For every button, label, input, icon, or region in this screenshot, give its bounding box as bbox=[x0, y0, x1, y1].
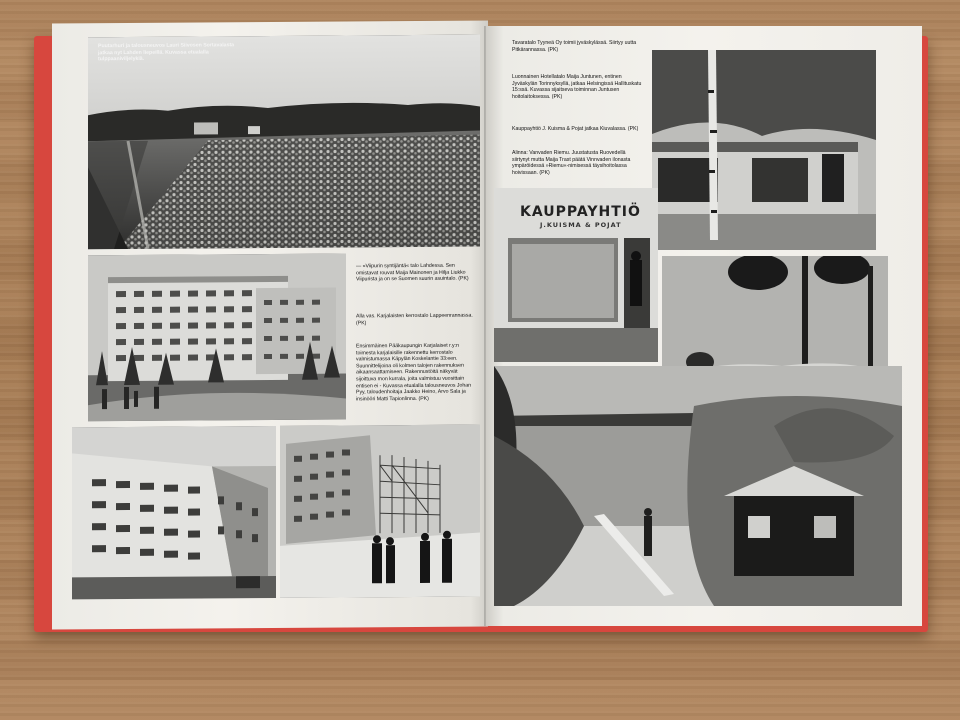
lappeenranta-building-photo bbox=[72, 426, 276, 599]
helsinki-construction-image bbox=[280, 425, 480, 598]
lappeenranta-caption: Alla vas. Karjalaisten kerrostalo Lappeenrannassa. (PK) bbox=[356, 312, 473, 326]
vipuri-house-caption: — »Viipurin syntijäntä« talo Lahdessa. Sen omistavat rouvat Maija Mainonen ja Hilja Liukko Viipurista ja on se Suomen suurin asuintalo. (PK) bbox=[356, 262, 469, 283]
apartment-building-image bbox=[88, 253, 346, 421]
tavaratalo-photo bbox=[652, 50, 876, 250]
storefront-birch-image bbox=[652, 50, 876, 250]
kauppayhtio-photo bbox=[494, 188, 658, 362]
tavaratalo-caption: Tavaratalo Tyyneä Oy toimii jyväskylässä. Siirtyy uutta Pitkärannassa. (PK) bbox=[512, 40, 637, 53]
helsinki-construction-photo bbox=[280, 425, 480, 598]
kauppayhtio-caption: Kauppayhtiö J. Kuisma & Pojat jatkaa Kiuvalassa. (PK) bbox=[512, 126, 639, 132]
tulip-field-caption: Puutarhuri ja talousneuvos Lauri Siivosen Sortavalasta jatkaa nyt Lahden liepeillä. Kuvassa etualalla tulppaaniviljelykiä. bbox=[98, 42, 235, 63]
lakeside-cabin-image bbox=[494, 366, 902, 606]
shop-sign-main: KAUPPAYHTIÖ bbox=[520, 204, 641, 220]
tulip-field-photo bbox=[88, 35, 480, 250]
riemu-caption: Alinna: Vanvaden Riemu. Juustatusta Ruovedellä siirtynyt mutta Maija Trast päätä Vinnvaden ilonasta ympäröidessä »Riemu«-nimisessä täysihoitolassa hoivissaan. (PK) bbox=[512, 150, 631, 176]
helsinki-caption: Ensimmäinen Pääkaupungin Karjalaiset r.y:n toimesta karjalaisille rakennettu kerrostalo valmistumassa Käpylän Koskelantie 33:een. Suunnittelijoina oli kolmen talojen rakennuksen aikaansaattamiseen. Rakennustöitä näkyvät sijoittuva mon kurrala, joita valmistuu vuosittain entisen ei - Kuvassa etualalla talousneuvos Johan Pyy, taloudenhoitaja Jaakko Heino, Arvo Sala ja insinööri Matti Tapionlinna. (PK) bbox=[356, 342, 472, 403]
riemu-lakeside-photo bbox=[494, 366, 902, 606]
hotel-caption: Luonnainen Hotellatalo Maija Juntunen, entinen Jyväskylän Torinnyksyllä, jatkaa Helsingissä Hallituskatu 15:ssä. Kuvassa sijaitseva toiminnan Juntusen hoitolaitoksessa. (PK) bbox=[512, 74, 642, 100]
right-page bbox=[486, 26, 922, 626]
tulip-field-image bbox=[88, 35, 480, 250]
vipuri-house-photo bbox=[88, 253, 346, 421]
lappeenranta-building-image bbox=[72, 426, 276, 599]
shop-sign-sub: J.KUISMA & POJAT bbox=[540, 221, 622, 229]
left-page bbox=[52, 20, 488, 629]
